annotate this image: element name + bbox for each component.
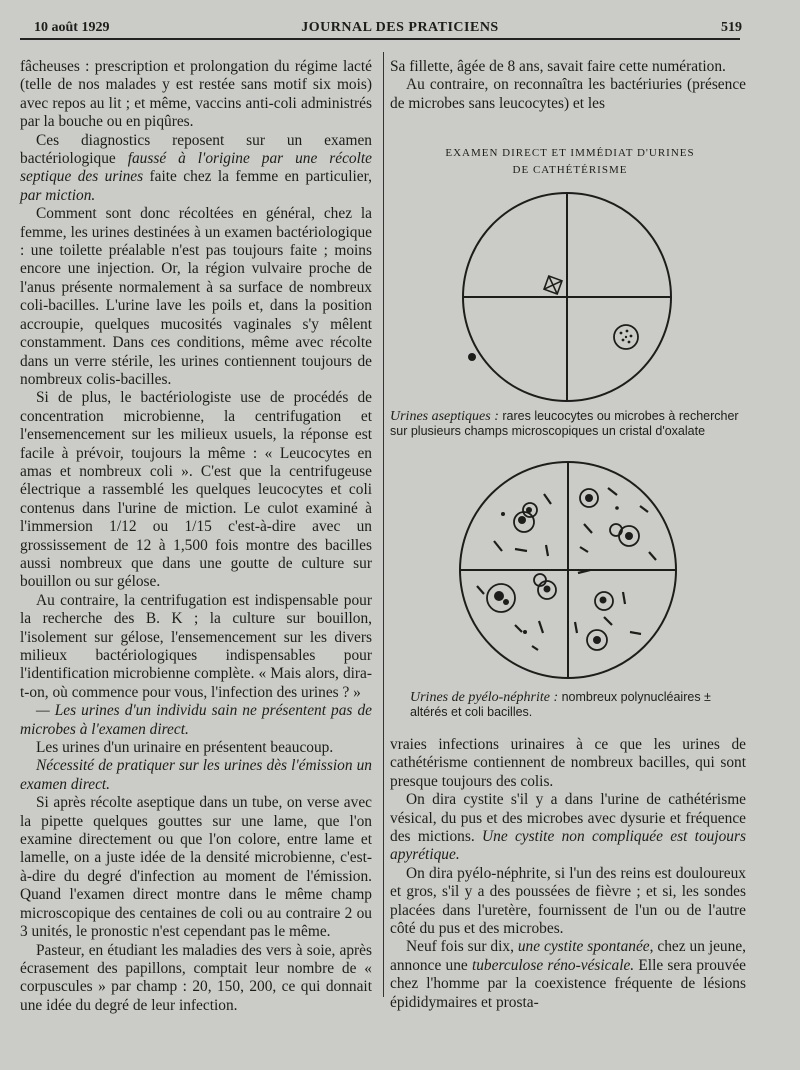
paragraph: Au contraire, la centrifugation est indispensable pour la recherche des B. K ; la culture sur bouillon, l'isolement sur gélose, l'ensemencement sur les divers milieux bactériologiques indispensables pour l'identification microbienne complète. « Mais alors, dira-t-on, où commence pour vous, l'infection des urines ? » (20, 591, 372, 701)
paragraph: Pasteur, en étudiant les maladies des vers à soie, après écrasement des papillons, comptait leur nombre de « corpuscules » par champ : 20, 150, 200, ce qui donnait une idée du degré de leur infection. (20, 941, 372, 1014)
small-cell (468, 353, 476, 361)
paragraph: Sa fillette, âgée de 8 ans, savait faire cette numération. (390, 58, 726, 75)
paragraph: Les urines d'un urinaire en présentent beaucoup. (36, 739, 334, 757)
paragraph: Neuf fois sur dix, une cystite spontanée, chez un jeune, annonce une tuberculose réno-vésicale. Elle sera prouvée chez l'homme par la coexistence fréquente de lésions épididymaires et prosta- (390, 938, 746, 1011)
paragraph: Si après récolte aseptique dans un tube, on verse avec la pipette quelques gouttes sur une lame, que l'on examine directement ou que l'on colore, entre lame et lamelle, on a juste idée de la densité microbienne, c'est-à-dire du degré d'infection au moment de l'émission. Quand l'examen direct montre dans le même champ microscopique des centaines de coli ou au contraire 2 ou 3 unités, le pronostic n'est cependant pas le même. (20, 794, 372, 941)
paragraph: fâcheuses : prescription et prolongation du régime lacté (telle de nos malades y est restée sans motif six mois) avec repos au lit ; et même, vaccins anti-coli administrés par la bouche ou en piqûres. (20, 58, 372, 131)
figure-title: EXAMEN DIRECT ET IMMÉDIAT D'URINES DE CATHÉTÉRISME (445, 147, 695, 176)
microscope-field-aseptic (463, 193, 671, 401)
microscope-field-pyelonephritis (460, 462, 676, 678)
figure-caption-pyelonephritis: Urines de pyélo-néphrite : nombreux polynucléaires ± altérés et coli bacilles. (410, 690, 711, 719)
right-column-bottom (390, 736, 746, 1012)
paragraph: On dira cystite s'il y a dans l'urine de cathétérisme vésical, du pus et des microbes avec dysurie et fréquence des mictions. Une cystite non compliquée est toujours apyrétique. (390, 791, 746, 864)
page-number: 519 (721, 20, 742, 35)
figure-caption-aseptic: Urines aseptiques : rares leucocytes ou microbes à rechercher sur plusieurs champs microscopiques un cristal d'oxalate (390, 409, 739, 438)
paragraph: vraies infections urinaires à ce que les urines de cathétérisme contiennent de nombreux bacilles, qui sont presque toujours des colis. (390, 736, 746, 790)
paragraph-emphasis: Nécessité de pratiquer sur les urines dès l'émission un examen direct. (20, 757, 372, 793)
paragraph: Ces diagnostics reposent sur un examen bactériologique faussé à l'origine par une récolte septique des urines faite chez la femme en particulier, par miction. (20, 131, 372, 204)
paragraph: Si de plus, le bactériologiste use de procédés de concentration microbienne, la centrifugation et l'ensemencement sur les milieux usuels, la réponse est facile à prévoir, toujours la même : « Leucocytes en amas et nombreux coli ». C'est que la centrifugeuse électrique a rassemblé les quelques leucocytes et coli contenus dans l'urine de miction. Le culot examiné à l'immersion 1/12 ou 1/15 c'est-à-dire avec un grossissement de 12 à 1,500 fois montre des bacilles aussi nombreux que dans une goutte de culture sur bouillon ou sur gélose. (20, 389, 372, 591)
paragraph: Au contraire, on reconnaîtra les bactériuries (présence de microbes sans leucocytes) et les (390, 76, 746, 112)
oxalate-crystal (544, 276, 562, 294)
header-title: JOURNAL DES PRATICIENS (301, 20, 499, 35)
paragraph: Comment sont donc récoltées en général, chez la femme, les urines destinées à un examen bactériologique : une toilette préalable n'est pas toujours faite ; moins encore une injection. Or, la région vulvaire proche de l'anus présente normalement à sa surface de nombreux coli-bacilles. L'urine lave les poils et, dans la position accroupie, quelques mucosités vaginales s'y mêlent constamment. Dans ces conditions, même avec récolte dans un verre stérile, les urines contiennent toujours de nombreux colis-bacilles. (20, 205, 372, 388)
paragraph: On dira pyélo-néphrite, si l'un des reins est douloureux et gros, s'il y a des poussées de fièvre ; et si, les sondes placées dans l'uretère, fournissent de l'un ou de l'autre côté du pus et des microbes. (390, 864, 746, 938)
header-date: 10 août 1929 (34, 20, 110, 35)
paragraph-emphasis: — Les urines d'un individu sain ne présentent pas de microbes à l'examen direct. (20, 702, 372, 738)
